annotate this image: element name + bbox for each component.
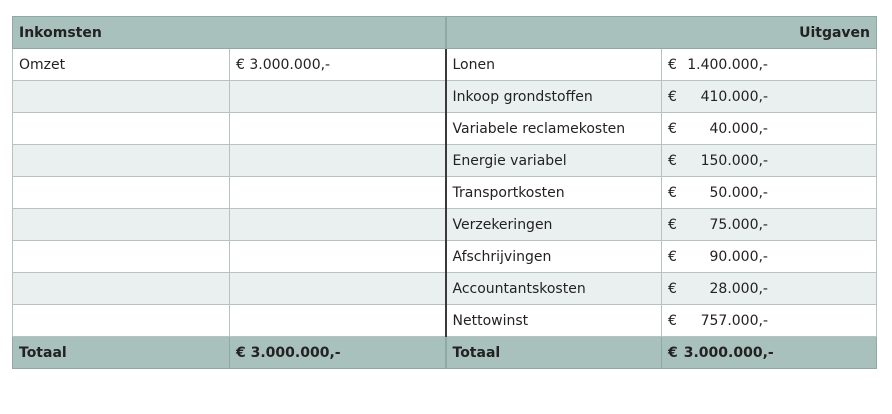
table-total-row [13,337,877,369]
expense-label: Accountantskosten [446,273,662,305]
expense-value: 75.000,- [709,216,768,233]
income-label: Omzet [13,49,230,81]
expense-total-value: 3.000.000,- [683,344,774,361]
expense-label: Lonen [446,49,662,81]
expense-amount [668,313,768,329]
income-value [230,305,446,337]
expense-value: 1.400.000,- [687,56,768,73]
currency-symbol: € [668,216,677,233]
expense-label: Nettowinst [446,305,662,337]
expense-value-cell [662,177,877,209]
table-row [13,81,877,113]
table-row [13,113,877,145]
income-value [230,145,446,177]
currency-symbol: € [668,312,677,329]
income-label [13,177,230,209]
expense-amount [668,57,768,73]
expense-value: 757.000,- [700,312,768,329]
expense-value: 150.000,- [700,152,768,169]
currency-symbol: € [668,152,677,169]
expense-label: Verzekeringen [446,209,662,241]
expense-amount [668,121,768,137]
expense-value-cell [662,113,877,145]
table-row [13,273,877,305]
income-value [230,273,446,305]
currency-symbol: € [668,280,677,297]
expense-total-cell [662,337,877,369]
income-total-label: Totaal [13,337,230,369]
income-value [230,241,446,273]
expense-total-label: Totaal [446,337,662,369]
income-value [230,209,446,241]
currency-symbol: € [668,184,677,201]
income-expense-table [12,16,877,369]
table-row [13,209,877,241]
currency-symbol: € [668,88,677,105]
expense-value-cell [662,305,877,337]
expense-value: 410.000,- [700,88,768,105]
income-label [13,273,230,305]
expense-label: Inkoop grondstoffen [446,81,662,113]
expense-amount [668,153,768,169]
expense-value-cell [662,273,877,305]
expense-value-cell [662,145,877,177]
table-row [13,241,877,273]
expense-total-amount [668,344,774,361]
table-row [13,305,877,337]
expense-value: 50.000,- [709,184,768,201]
income-label [13,145,230,177]
currency-symbol: € [668,56,677,73]
income-label [13,81,230,113]
expense-amount [668,281,768,297]
income-value [230,113,446,145]
expense-amount [668,185,768,201]
income-total-value: € 3.000.000,- [230,337,446,369]
income-value: € 3.000.000,- [230,49,446,81]
expense-amount [668,249,768,265]
income-label [13,241,230,273]
expense-value-cell [662,241,877,273]
expense-label: Afschrijvingen [446,241,662,273]
income-header: Inkomsten [13,17,446,49]
expense-value: 90.000,- [709,248,768,265]
expense-value-cell [662,209,877,241]
income-value [230,81,446,113]
expense-value: 40.000,- [709,120,768,137]
expense-label: Transportkosten [446,177,662,209]
income-value [230,177,446,209]
expense-value-cell [662,49,877,81]
expense-value-cell [662,81,877,113]
expense-label: Energie variabel [446,145,662,177]
expense-header: Uitgaven [446,17,877,49]
table-row [13,145,877,177]
currency-symbol: € [668,344,678,361]
income-label [13,209,230,241]
income-label [13,305,230,337]
table-row [13,49,877,81]
expense-label: Variabele reclamekosten [446,113,662,145]
table-row [13,177,877,209]
income-label [13,113,230,145]
currency-symbol: € [668,248,677,265]
currency-symbol: € [668,120,677,137]
table-body [13,17,877,369]
table-header-row [13,17,877,49]
expense-amount [668,217,768,233]
expense-amount [668,89,768,105]
expense-value: 28.000,- [709,280,768,297]
